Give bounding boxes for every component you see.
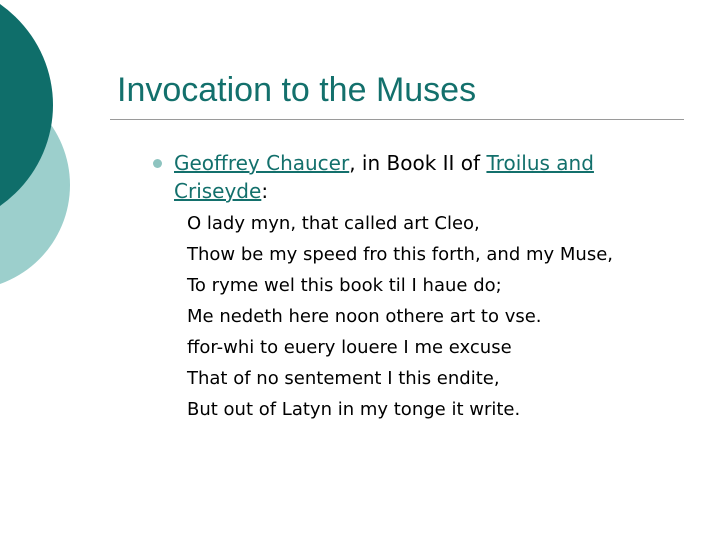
- poem-lines: [187, 211, 672, 422]
- poem-line: ffor-whi to euery louere I me excuse: [187, 337, 512, 358]
- poem-line: That of no sentement I this endite,: [187, 368, 500, 389]
- slide-content: [152, 149, 672, 428]
- bullet-dot-icon: [153, 159, 162, 168]
- poem-line: Thow be my speed fro this forth, and my Muse,: [187, 244, 613, 265]
- author-link[interactable]: Geoffrey Chaucer: [174, 151, 350, 175]
- bullet-text-middle: , in Book II of: [349, 151, 487, 175]
- bullet-item: [152, 149, 672, 205]
- poem-line: O lady myn, that called art Cleo,: [187, 213, 480, 234]
- poem-line: But out of Latyn in my tonge it write.: [187, 399, 521, 420]
- work-title-link[interactable]: Troilus and Criseyde: [174, 151, 594, 203]
- title-divider: [110, 119, 684, 120]
- poem-line: Me nedeth here noon othere art to vse.: [187, 306, 542, 327]
- slide-title: Invocation to the Muses: [117, 71, 477, 109]
- poem-line: To ryme wel this book til I haue do;: [187, 275, 502, 296]
- bullet-text: [174, 151, 594, 203]
- bullet-text-end: :: [261, 179, 269, 203]
